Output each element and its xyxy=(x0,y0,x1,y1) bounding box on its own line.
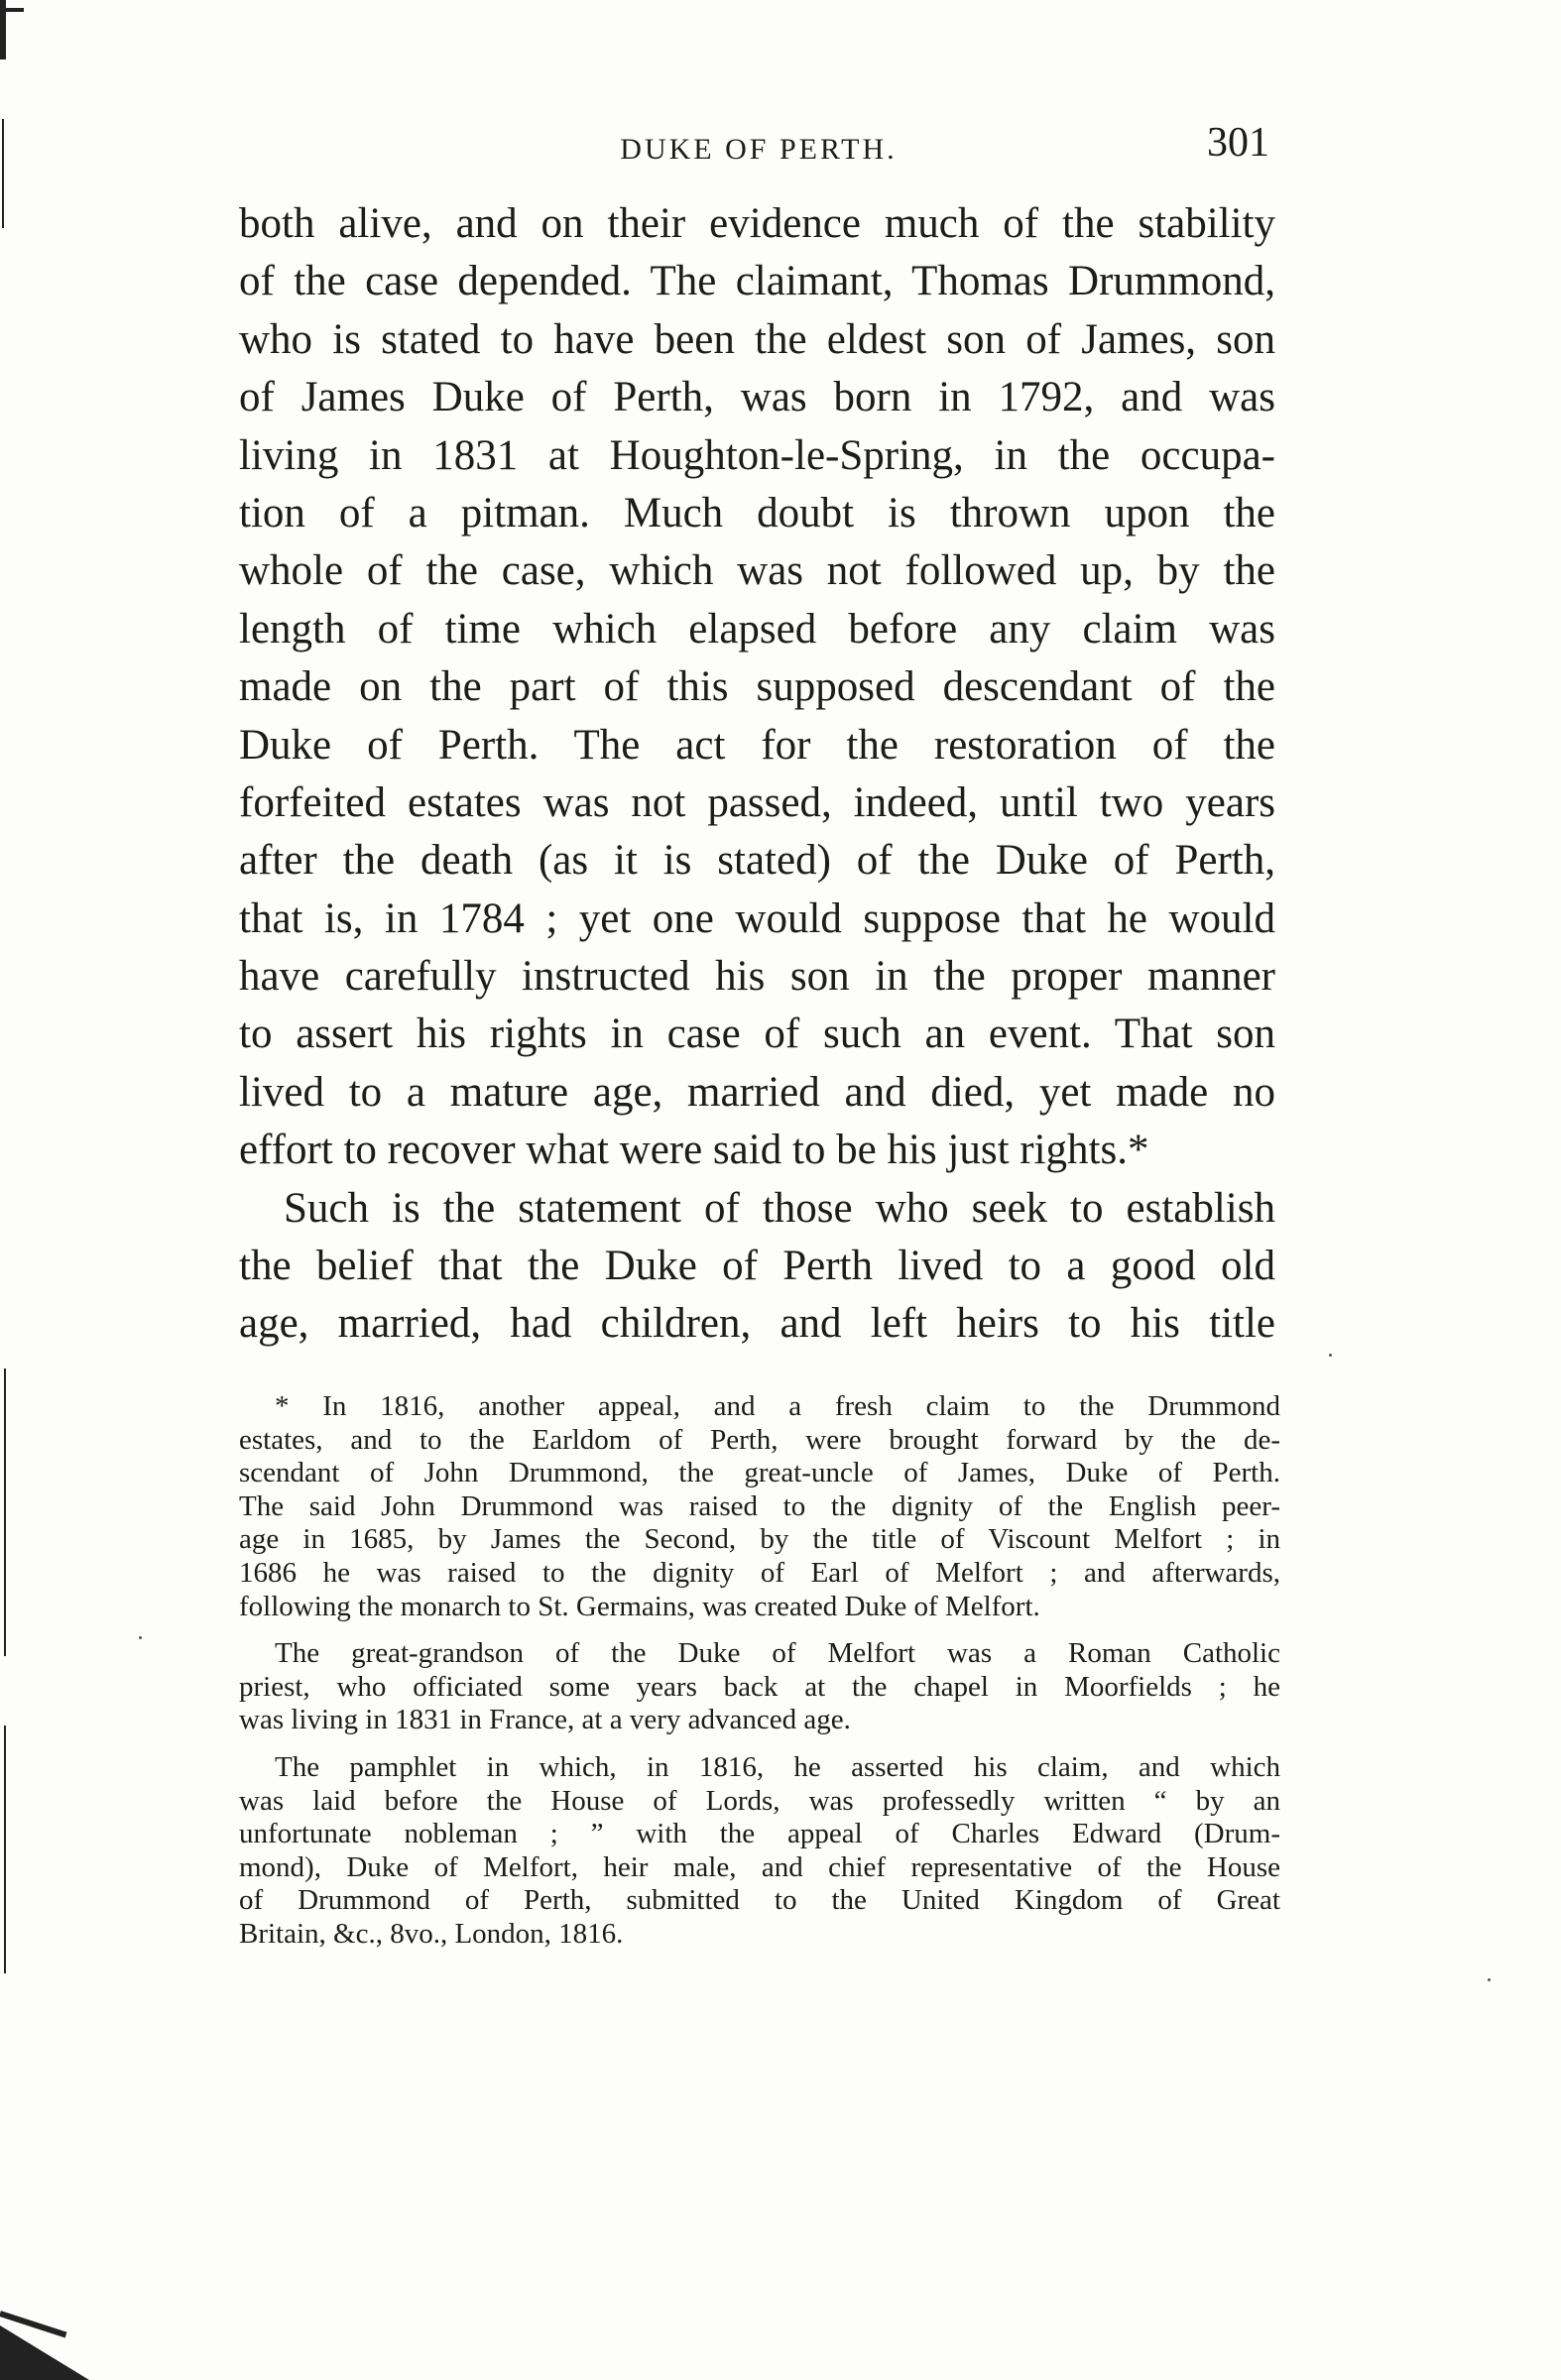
body-line: who is stated to have been the eldest son of James, son xyxy=(239,315,1275,363)
body-line: effort to recover what were said to be his just rights.* xyxy=(239,1127,1149,1174)
footnote-line: The said John Drummond was raised to the dignity of the English peer- xyxy=(239,1489,1280,1522)
scan-edge-line-1 xyxy=(2,119,4,228)
footnote-line: was living in 1831 in France, at a very advanced age. xyxy=(239,1704,851,1736)
footnote-line: The pamphlet in which, in 1816, he asserted his claim, and which xyxy=(275,1750,1280,1783)
running-head: DUKE OF PERTH. xyxy=(620,133,898,166)
body-line: of the case depended. The claimant, Thomas Drummond, xyxy=(239,258,1275,305)
body-line: made on the part of this supposed descendant of the xyxy=(239,663,1275,711)
footnote-line: 1686 he was raised to the dignity of Earl of Melfort ; and afterwards, xyxy=(239,1556,1280,1589)
footnote-line: was laid before the House of Lords, was professedly written “ by an xyxy=(239,1784,1280,1817)
scan-edge-line-2 xyxy=(4,1368,6,1656)
body-line: lived to a mature age, married and died, yet made no xyxy=(239,1068,1275,1116)
scan-edge-line-3 xyxy=(4,1726,6,1973)
footnote-line: Britain, &c., 8vo., London, 1816. xyxy=(239,1917,624,1950)
body-line: after the death (as it is stated) of the Duke of Perth, xyxy=(239,837,1275,885)
body-line: have carefully instructed his son in the proper manner xyxy=(239,953,1275,1001)
body-line: to assert his rights in case of such an event. That son xyxy=(239,1011,1275,1058)
body-line: both alive, and on their evidence much of the stability xyxy=(239,200,1275,247)
page-number: 301 xyxy=(1207,120,1269,166)
body-line: that is, in 1784 ; yet one would suppose that he would xyxy=(239,894,1275,942)
speck xyxy=(1488,1978,1491,1981)
speck xyxy=(1329,1354,1332,1357)
footnote xyxy=(239,1390,1280,1952)
footnote-line: priest, who officiated some years back at the chapel in Moorfields ; he xyxy=(239,1670,1280,1703)
body-line: Duke of Perth. The act for the restoration of the xyxy=(239,721,1275,769)
page-header xyxy=(238,119,1279,178)
footnote-line: age in 1685, by James the Second, by the title of Viscount Melfort ; in xyxy=(239,1523,1280,1556)
body-line: living in 1831 at Houghton-le-Spring, in the occupa- xyxy=(239,431,1275,479)
body-line: the belief that the Duke of Perth lived to a good old xyxy=(239,1243,1275,1290)
body-line: forfeited estates was not passed, indeed, until two years xyxy=(239,778,1275,826)
footnote-line: of Drummond of Perth, submitted to the United Kingdom of Great xyxy=(239,1884,1280,1917)
body-text xyxy=(239,195,1275,1354)
scan-edge-corner-fill xyxy=(0,2325,89,2380)
footnote-line: estates, and to the Earldom of Perth, were brought forward by the de- xyxy=(239,1423,1280,1456)
footnote-line: The great-grandson of the Duke of Melfort was a Roman Catholic xyxy=(275,1637,1280,1670)
body-line: age, married, had children, and left heirs to his title xyxy=(239,1300,1275,1348)
speck xyxy=(139,1636,142,1639)
body-line: Such is the statement of those who seek to establish xyxy=(284,1184,1275,1232)
footnote-line: following the monarch to St. Germains, was created Duke of Melfort. xyxy=(239,1590,1040,1622)
footnote-line: * In 1816, another appeal, and a fresh claim to the Drummond xyxy=(275,1390,1280,1422)
footnote-line: mond), Duke of Melfort, heir male, and chief representative of the House xyxy=(239,1850,1280,1883)
body-line: length of time which elapsed before any claim was xyxy=(239,605,1275,653)
footnote-line: unfortunate nobleman ; ” with the appeal of Charles Edward (Drum- xyxy=(239,1818,1280,1850)
scan-edge-mark-upper xyxy=(6,8,24,12)
footnote-line: scendant of John Drummond, the great-uncle of James, Duke of Perth. xyxy=(239,1457,1280,1489)
body-line: of James Duke of Perth, was born in 1792, and was xyxy=(239,374,1275,421)
body-line: tion of a pitman. Much doubt is thrown upon the xyxy=(239,489,1275,536)
body-line: whole of the case, which was not followed up, by the xyxy=(239,547,1275,595)
